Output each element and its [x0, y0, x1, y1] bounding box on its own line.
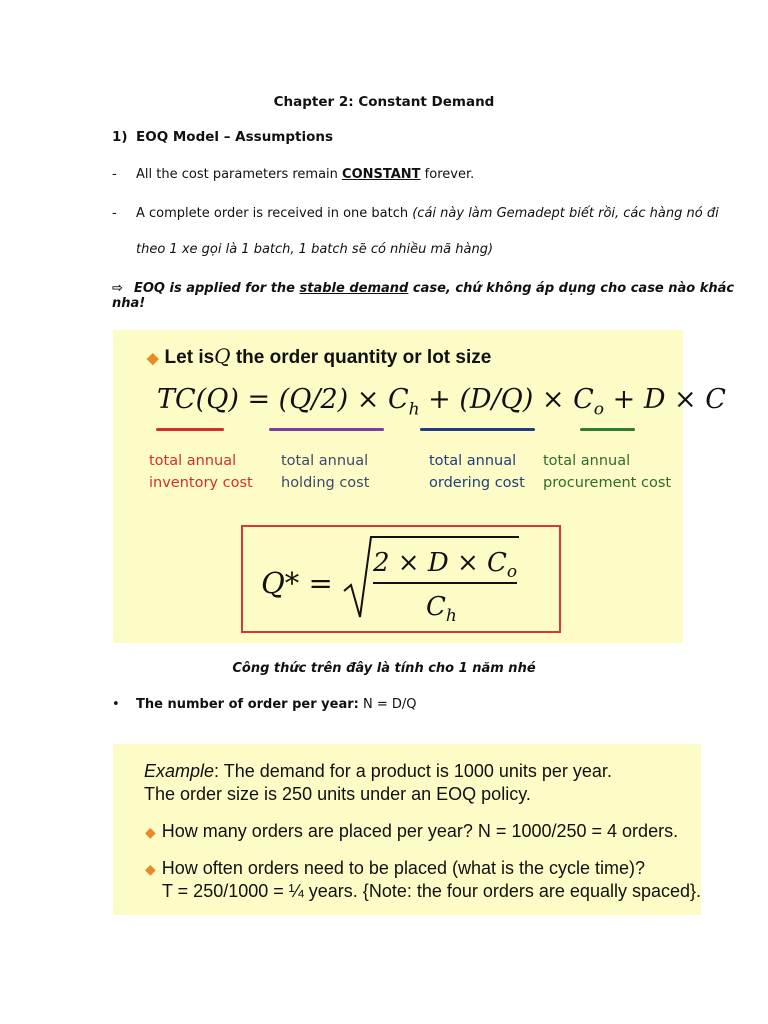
ordering-term: (D/Q) × C — [459, 384, 594, 415]
slide-bullet — [147, 344, 491, 369]
assumption-1-text-before: All the cost parameters remain — [136, 167, 343, 182]
eoq-lhs: Q* = — [261, 566, 333, 600]
assumption-2 — [136, 206, 719, 221]
eoq-numerator: $2 \times D \times C_o$ — [373, 548, 518, 582]
orders-per-year-formula: N = D/Q — [358, 697, 417, 712]
example-lead: Example — [144, 761, 215, 781]
procurement-label-line2: procurement cost — [543, 475, 672, 491]
example-line2: The order size is 250 units under an EOQ policy. — [144, 784, 531, 804]
conclusion — [112, 281, 768, 311]
constant-emphasis: CONSTANT — [342, 167, 421, 182]
assumption-2-note-line1: (cái này làm Gemadept biết rồi, các hàng nó đi — [412, 206, 719, 221]
diamond-bullet-icon: ◆ — [147, 350, 159, 367]
example-question-1 — [145, 820, 678, 844]
assumption-2-note-line2: theo 1 xe gọi là 1 batch, 1 batch sẽ có nhiều mã hàng) — [136, 242, 494, 257]
page-title: Chapter 2: Constant Demand — [273, 94, 495, 110]
example-line1 — [144, 760, 612, 783]
orders-per-year — [112, 697, 416, 712]
assumption-2-marker: - — [112, 206, 117, 221]
holding-label-line1: total annual — [281, 453, 369, 469]
holding-term: (Q/2) × C — [278, 384, 409, 415]
holding-sub: h — [408, 399, 420, 420]
conclusion-after: case, chứ không áp dụng cho case nào khác nha! — [112, 281, 735, 311]
bullet-dot: • — [112, 697, 120, 712]
formula-caption: Công thức trên đây là tính cho 1 năm nhé — [232, 661, 536, 676]
ordering-cost-label — [429, 450, 525, 494]
plus-sign-1: + — [419, 384, 460, 415]
holding-underline — [269, 428, 384, 431]
tc-formula — [157, 384, 726, 419]
conclusion-underlined: stable demand — [299, 281, 409, 296]
section-heading — [112, 129, 333, 145]
assumption-1-marker: - — [112, 167, 117, 182]
assumption-2-text: A complete order is received in one batch — [136, 206, 413, 221]
inventory-label-line2: inventory cost — [149, 475, 253, 491]
inventory-cost-label — [149, 450, 253, 494]
diamond-bullet-icon: ◆ — [145, 824, 156, 840]
procurement-term: D × C — [643, 384, 726, 415]
bullet-text-before: Let is — [164, 347, 215, 368]
ordering-label-line1: total annual — [429, 453, 517, 469]
bullet-text-after: the order quantity or lot size — [230, 347, 492, 368]
diamond-bullet-icon: ◆ — [145, 861, 156, 877]
tc-lhs: TC(Q) = — [157, 384, 279, 415]
inventory-underline — [156, 428, 224, 431]
holding-label-line2: holding cost — [281, 475, 370, 491]
example-answer-2: T = 250/1000 = ¼ years. {Note: the four orders are equally spaced}. — [162, 881, 702, 901]
holding-cost-label — [281, 450, 369, 494]
conclusion-before: EOQ is applied for the — [134, 281, 300, 296]
bullet-variable: Q — [214, 344, 231, 368]
ordering-underline — [420, 428, 535, 431]
example-slide — [113, 744, 701, 915]
section-number: 1) — [112, 129, 128, 145]
procurement-label-line1: total annual — [543, 453, 631, 469]
ordering-label-line2: ordering cost — [429, 475, 525, 491]
example-question-1-text: How many orders are placed per year? N = 1000/250 = 4 orders. — [161, 821, 679, 841]
ordering-sub: o — [593, 399, 605, 420]
procurement-underline — [580, 428, 635, 431]
eoq-formula-box — [241, 525, 561, 633]
example-line1-text: : The demand for a product is 1000 units per year. — [214, 761, 612, 781]
section-label: EOQ Model – Assumptions — [136, 129, 334, 145]
example-question-2-text: How often orders need to be placed (what is the cycle time)? — [161, 858, 646, 878]
assumption-1 — [136, 167, 474, 182]
eoq-denominator: $C_h$ — [426, 592, 457, 626]
orders-per-year-label: The number of order per year: — [136, 697, 359, 712]
arrow-right-icon: ⇨ — [112, 281, 123, 296]
plus-sign-2: + — [604, 384, 644, 415]
procurement-cost-label — [543, 450, 671, 494]
assumption-1-text-after: forever. — [420, 167, 475, 182]
inventory-label-line1: total annual — [149, 453, 237, 469]
eoq-formula — [243, 527, 559, 631]
example-question-2 — [145, 857, 645, 881]
